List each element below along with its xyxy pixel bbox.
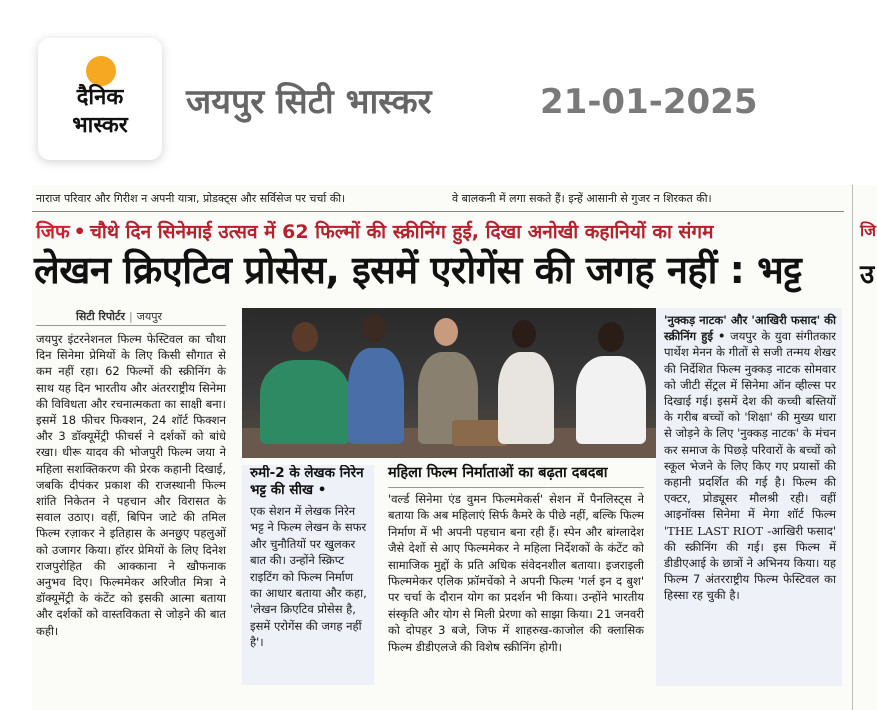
right-column-body-1: जयपुर के युवा संगीतकार पार्थेश मेनन के गीतों से सजी तन्मय शेखर की निर्देशित फिल्म नुक्कड़ नाटक सोमवार को जीटी सेंट्रल में सिनेमा ऑन व्हील्स पर दिखाई गई। इसमें देश की कच्ची बस्तियों के गरीब बच्चों को 'शिक्षा' की मुख्य धारा से जोड़ने के लिए 'नुक्कड़ नाटक' के मंचन कर समाज के पिछड़े परिवारों के बच्चों को स्कूल भेजने के लिए किए गए प्रयासों की कहानी प्रदर्शित की गई है। फिल्म की एक्टर, प्रोड्यूसर मौलश्री रही। वहीं आइनॉक्स सिनेमा में मेगा शॉर्ट फिल्म ' [664, 329, 837, 538]
film-title: THE LAST RIOT [667, 523, 764, 538]
logo-line-2: भास्कर [72, 113, 128, 138]
divider [36, 325, 226, 326]
edition-date: 21-01-2025 [540, 82, 758, 122]
photo-person [498, 352, 554, 444]
section-body: 'वर्ल्ड सिनेमा एंड वुमन फिल्ममेकर्स' सेशन में पैनलिस्ट्स ने बताया कि अब महिलाएं सिर्फ कैमरे के पीछे नहीं, बल्कि फिल्म निर्माण में भी अपनी पहचान बना रही हैं। स्पेन और बांग्लादेश जैसे देशों से आए फिल्ममेकर ने महिला निर्देशकों के कंटेंट को सामाजिक मुद्दों के प्रति अधिक संवेदनशील बताया। इजराइली फिल्ममेकर एलिक फ्रॉमचेंको ने अपनी फिल्म 'गर्ल इन द बुश' पर चर्चा के दौरान योग का प्रदर्शन भी किया। उन्होंने भारतीय संस्कृति और योग से मिली प्रेरणा को साझा किया। 21 जनवरी को दोपहर 3 बजे, जिफ में शाहरुख-काजोल की क्लासिक फिल्म डीडीएलजे की विशेष स्क्रीनिंग होगी। [388, 492, 644, 654]
column-divider [852, 185, 853, 710]
byline-city: जयपुर [136, 310, 163, 323]
edge-headline-fragment: उ [860, 260, 875, 290]
right-column-body-2: -आखिरी फसाद' की स्क्रीनिंग की गई। इस फिल्म में डीडीएआई के छात्रों ने अभिनय किया। यह फिल्म 7 अंतरराष्ट्रीय फिल्म फेस्टिवल का हिस्सा रह चुकी है। [664, 523, 836, 603]
dainik-bhaskar-logo [38, 38, 162, 160]
sun-icon [86, 56, 116, 86]
edge-kicker-fragment: जि [860, 221, 877, 240]
photo-head [362, 314, 386, 342]
byline-name: सिटी रिपोर्टर [76, 310, 125, 323]
headline: लेखन क्रिएटिव प्रोसेस, इसमें एरोगेंस की जगह नहीं : भट्ट [34, 248, 802, 292]
kicker-tag: जिफ [36, 221, 70, 243]
kicker-separator: • [73, 221, 86, 243]
article-column-1: जयपुर इंटरनेशनल फिल्म फेस्टिवल का चौथा दिन सिनेमा प्रेमियों के लिए किसी सौगात से कम नहीं रहा। 62 फिल्मों की स्क्रीनिंग के साथ यह दिन भारतीय और अंतरराष्ट्रीय सिनेमा की विविधता और रचनात्मकता का साक्षी बना। इसमें 18 फीचर फिक्शन, 24 शॉर्ट फिक्शन और 3 डॉक्यूमेंट्री फीचर्स ने दर्शकों को बांधे रखा। धीरू यादव की भोजपुरी फिल्म जया ने महिला सशक्तिकरण की प्रेरक कहानी दिखाई, जबकि दीपंकर प्रकाश की राजस्थानी फिल्म शांति निकेतन ने पहचान और विरासत के सवाल उठाए। वहीं, बिपिन जाटे की तमिल फिल्म रज़ाकर ने इतिहास के अनछुए पहलुओं को उजागर किया। हॉरर प्रेमियों के लिए दिनेश राजपुरोहित की आक्काना ने खौफनाक अनुभव दिए। फिल्ममेकर अरिजीत मित्रा ने डॉक्यूमेंट्री के कंटेंट को इसकी आत्मा बताया और दर्शकों को वास्तविकता से जोड़ने की बात कही। [36, 332, 226, 638]
kicker [36, 219, 713, 245]
divider [32, 211, 844, 212]
kicker-text: चौथे दिन सिनेमाई उत्सव में 62 फिल्मों की स्क्रीनिंग हुई, दिखा अनोखी कहानियों का संगम [89, 221, 714, 243]
topline-left: नाराज परिवार और गिरीश न अपनी यात्रा, प्रोडक्ट्स और सर्विसेज पर चर्चा की। [36, 192, 346, 205]
sidebar-heading: रुमी-2 के लेखक निरेन भट्ट की सीख • [250, 465, 364, 498]
byline-separator: | [129, 310, 133, 323]
photo-head [512, 320, 536, 348]
section-heading: महिला फिल्म निर्माताओं का बढ़ता दबदबा [388, 465, 608, 481]
photo-head [292, 322, 318, 352]
photo-head [598, 322, 624, 352]
photo-person [576, 356, 646, 444]
topline-right: वे बालकनी में लगा सकते हैं। इन्हें आसानी से गुजर न शिरकत की। [452, 192, 712, 205]
edition-title: जयपुर सिटी भास्कर [186, 82, 432, 122]
sidebar-box [242, 465, 374, 685]
article-photo [242, 308, 688, 458]
sidebar-body: एक सेशन में लेखक निरेन भट्ट ने फिल्म लेखन के सफर और चुनौतियों पर खुलकर बात की। उन्होंने स्क्रिप्ट राइटिंग को फिल्म निर्माण का आधार बताया और कहा, 'लेखन क्रिएटिव प्रोसेस है, इसमें एरोगेंस की जगह नहीं है'। [250, 504, 367, 650]
right-column-heading: 'नुक्कड़ नाटक' और 'आखिरी फसाद' की स्क्रीनिंग हुई • [664, 313, 836, 344]
newspaper-clipping [32, 185, 877, 710]
photo-person [348, 348, 404, 444]
right-column-box [656, 308, 842, 686]
photo-person [260, 360, 350, 444]
divider [388, 487, 644, 488]
byline [76, 309, 162, 324]
photo-head [434, 318, 458, 346]
logo-line-1: दैनिक [76, 85, 124, 110]
right-column-text [664, 312, 836, 604]
